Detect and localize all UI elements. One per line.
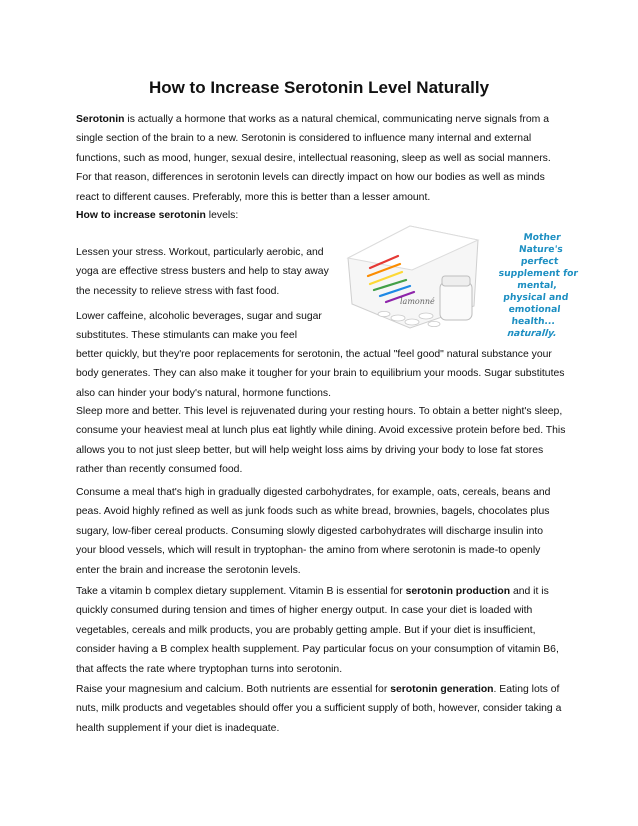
magnesium-bold: serotonin generation xyxy=(390,684,494,695)
magnesium-paragraph xyxy=(76,680,566,738)
caffeine-paragraph: better quickly, but they're poor replacements for serotonin, the actual "feel good" natural substance your body generates. They can also make it tougher for your brain to equilibrium your moods. Sugar substitutes also can hinder your body's natural, hormone functions. xyxy=(76,349,565,399)
ad-tagline xyxy=(489,232,584,340)
intro-paragraph xyxy=(76,110,566,207)
vitamin-text-b: and it is quickly consumed during tension and times of higher energy output. In case your diet is loaded with vegetables, cereals and milk products, you are probably getting ample. But if your diet is insufficient, consider having a B complex health supplement. Pay particular focus on your consumption of vitamin B6, that affects the rate where tryptophan turns into serotonin. xyxy=(76,586,559,675)
intro-bold: Serotonin xyxy=(76,114,125,125)
tagline-end: naturally. xyxy=(506,328,558,339)
tagline-line: mental, physical and xyxy=(502,280,569,303)
brand-logo-text: lamonné xyxy=(400,297,435,306)
tagline-line: emotional health... xyxy=(508,304,562,327)
stress-paragraph: Lessen your stress. Workout, particularly aerobic, and yoga are effective stress busters and help to stay away the necessity to relieve stress with fast food. xyxy=(76,247,329,297)
caffeine-lead: Lower caffeine, alcoholic beverages, sugar and sugar substitutes. These stimulants can make you feel xyxy=(76,311,322,342)
magnesium-text-a: Raise your magnesium and calcium. Both nutrients are essential for xyxy=(76,684,391,695)
sleep-paragraph: Sleep more and better. This level is rejuvenated during your resting hours. To obtain a better night's sleep, consume your heaviest meal at lunch plus eat lightly while dining. Avoid excessive protein before bed. This allows you to not just sleep better, but will help weight loss aims by driving your body to lose fat stores rather than recently consumed food. xyxy=(76,406,566,476)
tagline-line: Mother Nature's xyxy=(518,232,564,255)
howto-text: levels: xyxy=(205,210,239,221)
carbs-paragraph: Consume a meal that's high in gradually digested carbohydrates, for example, oats, cereals, beans and peas. Avoid highly refined as well as junk foods such as white bread, brownies, bagels, chocolates plus sugary, low-fiber cereal products. Consuming slowly digested carbohydrates will discharge insulin into your blood vessels, which will result in tryptophan- the amino from where serotonin is made-to openly enter the brain and increase the serotonin levels. xyxy=(76,487,551,576)
vitamin-paragraph xyxy=(76,582,566,679)
product-advertisement-image xyxy=(340,218,579,339)
vitamin-text-a: Take a vitamin b complex dietary supplement. Vitamin B is essential for xyxy=(76,586,406,597)
tagline-line: perfect supplement for xyxy=(498,256,579,279)
page-title: How to Increase Serotonin Level Naturally xyxy=(148,78,490,97)
product-box-illustration xyxy=(340,218,500,330)
intro-text: is actually a hormone that works as a natural chemical, communicating nerve signals from a single section of the brain to a new. Serotonin is considered to influence many internal and external functions, such as mood, hunger, sexual desire, intellectual reasoning, sleep as well as social manners. For that reason, differences in serotonin levels can directly impact on how our bodies as well as minds react to different causes. Preferably, more this is better than a lesser amount. xyxy=(76,114,551,203)
vitamin-bold: serotonin production xyxy=(405,586,511,597)
howto-bold: How to increase serotonin xyxy=(76,210,206,221)
magnesium-text-b: . Eating lots of nuts, milk products and vegetables should offer you a sufficient supply of both, however, consider taking a health supplement if your diet is inadequate. xyxy=(76,684,562,734)
